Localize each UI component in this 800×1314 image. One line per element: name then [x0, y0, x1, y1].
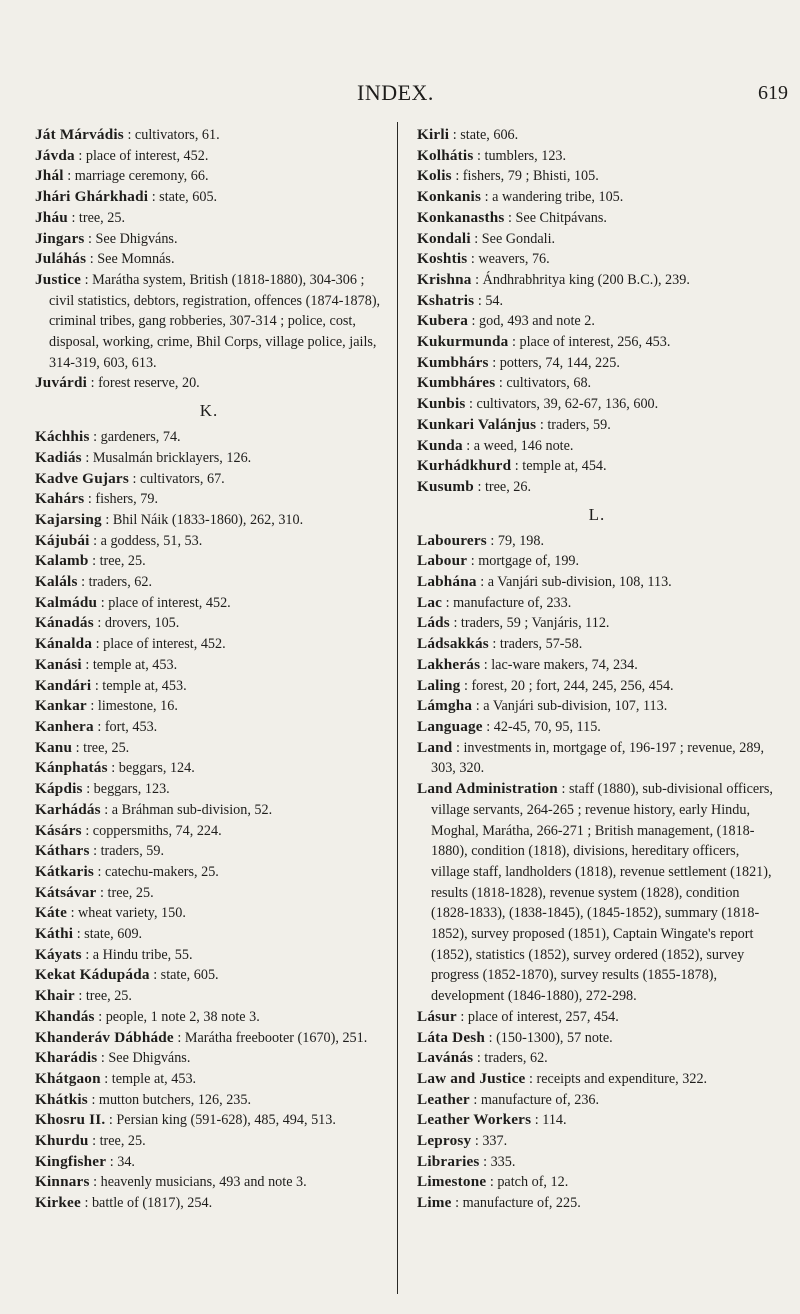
entry-text: : manufacture of, 236.	[469, 1091, 600, 1108]
index-entry	[417, 208, 777, 229]
entry-headword: Limestone	[417, 1173, 487, 1191]
index-entry	[35, 1028, 383, 1049]
entry-text: : tree, 25.	[88, 553, 146, 570]
entry-text: : See Chitpávans.	[504, 209, 607, 226]
entry-text: : mortgage of, 199.	[467, 553, 580, 570]
index-entry	[35, 1069, 383, 1090]
entry-text: : marriage ceremony, 66.	[63, 168, 209, 185]
entry-text: : Marátha system, British (1818-1880), 304-306 ; civil statistics, debtors, registration, offences (1874-1878), criminal tribes, gang robberies, 307-314 ; police, cost, disposal, working, crime, Bhil Corps, village police, jails, 314-319, 603, 613.	[49, 271, 381, 371]
entry-headword: Lámgha	[417, 697, 473, 715]
entry-text: : mutton butchers, 126, 235.	[87, 1091, 252, 1108]
index-entry	[35, 270, 383, 374]
entry-text: : 42-45, 70, 95, 115.	[482, 718, 601, 735]
entry-text: : traders, 57-58.	[488, 636, 583, 653]
index-entry	[35, 676, 383, 697]
entry-text: : a Vanjári sub-division, 107, 113.	[472, 698, 668, 715]
entry-headword: Lásur	[417, 1007, 457, 1025]
entry-text: : tree, 25.	[67, 209, 126, 226]
entry-headword: Kirli	[417, 126, 450, 143]
index-entry	[417, 332, 777, 353]
index-entry	[417, 436, 777, 457]
index-entry	[417, 1110, 777, 1131]
index-entry	[417, 1069, 777, 1090]
section-letter: L.	[588, 504, 606, 524]
entry-headword: Kurhádkhurd	[417, 457, 512, 475]
index-entry	[35, 779, 383, 800]
entry-headword: Labourers	[417, 531, 487, 549]
index-entry	[35, 551, 383, 572]
entry-text: : place of interest, 257, 454.	[456, 1008, 619, 1025]
running-head	[0, 80, 800, 110]
entry-headword: Kunkari Valánjus	[417, 415, 537, 433]
index-entry	[417, 593, 777, 614]
entry-headword: Kingfisher	[35, 1152, 107, 1170]
index-entry	[417, 655, 777, 676]
entry-text: : temple at, 453.	[91, 677, 187, 694]
entry-headword: Konkanasths	[417, 208, 505, 226]
entry-headword: Lavánás	[417, 1049, 474, 1067]
index-entry	[417, 373, 777, 394]
entry-headword: Káthi	[35, 925, 74, 943]
index-entry	[417, 1007, 777, 1028]
index-entry	[35, 1007, 383, 1028]
index-entry	[417, 125, 777, 146]
entry-headword: Kanási	[35, 655, 82, 673]
page-title: INDEX.	[357, 80, 434, 105]
entry-headword: Kirkee	[35, 1194, 81, 1212]
entry-text: : temple at, 453.	[81, 656, 178, 673]
entry-headword: Land Administration	[417, 780, 558, 798]
entry-headword: Lac	[417, 593, 443, 611]
entry-headword: Karhádás	[35, 800, 101, 818]
index-entry	[417, 187, 777, 208]
index-entry	[417, 551, 777, 572]
entry-headword: Laling	[417, 676, 461, 694]
entry-headword: Lime	[417, 1194, 452, 1212]
entry-headword: Kubera	[417, 312, 468, 330]
index-entry	[35, 510, 383, 531]
index-entry	[417, 1131, 777, 1152]
entry-text: : tree, 25.	[88, 1133, 146, 1150]
entry-text: : Ándhrabhritya king (200 B.C.), 239.	[471, 271, 690, 288]
entry-headword: Kápdis	[35, 780, 83, 798]
index-entry	[35, 572, 383, 593]
entry-headword: Justice	[35, 270, 82, 288]
entry-text: : 337.	[471, 1133, 508, 1150]
entry-text: : coppersmiths, 74, 224.	[81, 822, 222, 839]
index-entry	[417, 146, 777, 167]
index-entry	[35, 249, 383, 270]
entry-text: : potters, 74, 144, 225.	[488, 354, 620, 371]
entry-headword: Jhál	[35, 167, 64, 185]
entry-text: : 114.	[531, 1112, 567, 1129]
entry-headword: Kunda	[417, 436, 463, 454]
entry-headword: Kondali	[417, 229, 471, 247]
index-entry	[35, 187, 383, 208]
entry-text: : traders, 59.	[89, 843, 165, 860]
index-entry	[35, 634, 383, 655]
entry-text: : Marátha freebooter (1670), 251.	[173, 1029, 368, 1046]
entry-text: : place of interest, 256, 453.	[508, 334, 671, 351]
entry-text: : 79, 198.	[486, 532, 545, 549]
index-entry	[35, 1193, 383, 1214]
index-entry	[35, 1110, 383, 1131]
entry-headword: Jháu	[35, 208, 68, 226]
index-entry	[35, 883, 383, 904]
entry-text: : tree, 26.	[473, 478, 532, 495]
entry-text: : catechu-makers, 25.	[93, 863, 219, 880]
index-entry	[417, 1048, 777, 1069]
entry-text: : gardeners, 74.	[89, 429, 181, 446]
index-entry	[35, 1090, 383, 1111]
entry-text: : fishers, 79 ; Bhisti, 105.	[451, 168, 599, 185]
entry-headword: Juvárdi	[35, 374, 88, 392]
index-entry	[35, 489, 383, 510]
index-entry	[35, 427, 383, 448]
entry-headword: Kshatris	[417, 291, 475, 309]
entry-headword: Khátkis	[35, 1090, 88, 1108]
entry-headword: Leather	[417, 1090, 470, 1108]
entry-headword: Kumbháres	[417, 374, 496, 392]
entry-text: : traders, 59 ; Vanjáris, 112.	[449, 615, 610, 632]
index-entry	[35, 696, 383, 717]
entry-headword: Kunbis	[417, 395, 466, 413]
entry-headword: Libraries	[417, 1152, 480, 1170]
index-entry	[35, 1131, 383, 1152]
entry-text: : wheat variety, 150.	[67, 905, 186, 922]
index-entry	[417, 353, 777, 374]
index-entry	[35, 1172, 383, 1193]
entry-text: : temple at, 454.	[511, 458, 607, 475]
index-entry	[417, 531, 777, 552]
entry-text: : traders, 62.	[473, 1050, 548, 1067]
entry-headword: Jávda	[35, 146, 75, 164]
entry-headword: Jingars	[35, 229, 85, 247]
index-entry	[417, 572, 777, 593]
index-entry	[35, 373, 383, 394]
entry-headword: Labour	[417, 552, 468, 570]
entry-headword: Kalmádu	[35, 593, 98, 611]
entry-text: : tumblers, 123.	[473, 147, 567, 164]
index-entry	[35, 862, 383, 883]
entry-text: : Bhil Náik (1833-1860), 262, 310.	[101, 511, 304, 528]
index-entry	[35, 1152, 383, 1173]
index-entry	[417, 676, 777, 697]
entry-headword: Language	[417, 717, 483, 735]
entry-text: : See Dhigváns.	[84, 230, 178, 247]
entry-headword: Kadve Gujars	[35, 469, 129, 487]
entry-headword: Kátsávar	[35, 883, 97, 901]
entry-text: : receipts and expenditure, 322.	[525, 1070, 708, 1087]
index-entry	[417, 1028, 777, 1049]
entry-headword: Ját Márvádis	[35, 126, 124, 143]
index-entry	[35, 448, 383, 469]
column-divider	[397, 122, 398, 1294]
entry-headword: Juláhás	[35, 250, 87, 268]
entry-text: : (150-1300), 57 note.	[485, 1029, 613, 1046]
index-entry	[417, 415, 777, 436]
index-entry	[35, 613, 383, 634]
entry-headword: Kumbhárs	[417, 353, 489, 371]
entry-headword: Khátgaon	[35, 1069, 101, 1087]
entry-text: : limestone, 16.	[86, 698, 178, 715]
entry-text: : beggars, 124.	[107, 760, 195, 777]
index-column-right	[417, 125, 777, 1214]
index-entry	[417, 1152, 777, 1173]
index-entry	[417, 1193, 777, 1214]
entry-headword: Káte	[35, 904, 68, 922]
entry-text: : manufacture of, 233.	[442, 594, 572, 611]
index-entry	[35, 1048, 383, 1069]
entry-headword: Jhári Ghárkhadi	[35, 188, 149, 206]
index-entry	[417, 696, 777, 717]
entry-headword: Khair	[35, 987, 75, 1005]
entry-text: : a Bráhman sub-division, 52.	[100, 801, 273, 818]
entry-headword: Lakherás	[417, 655, 481, 673]
entry-headword: Kalamb	[35, 552, 89, 570]
entry-text: : state, 606.	[449, 127, 519, 143]
index-entry	[417, 613, 777, 634]
index-entry	[35, 531, 383, 552]
entry-headword: Kolis	[417, 167, 452, 185]
entry-headword: Kekat Kádupáda	[35, 966, 150, 984]
entry-text: : staff (1880), sub-divisional officers, village servants, 264-265 ; revenue history, early Hindu, Moghal, Marátha, 266-271 ; British management, (1818-1880), condition (1818), divisions, hereditary officers, village staff, landholders (1818), revenue settlement (1821), results (1818-1828), revenue system (1828), condition (1828-1833), (1838-1845), (1845-1852), summary (1818-1852), survey proposed (1851), Captain Wingate's report (1852), statistics (1852), survey ordered (1852), survey progress (1852-1870), survey results (1855-1878), development (1846-1880), 272-298.	[431, 781, 773, 1005]
section-letter: K.	[199, 401, 219, 421]
index-entry	[417, 229, 777, 250]
index-entry	[35, 821, 383, 842]
entry-text: : state, 609.	[73, 926, 143, 943]
entry-text: : traders, 59.	[536, 416, 611, 433]
entry-headword: Kinnars	[35, 1173, 90, 1191]
index-entry	[35, 841, 383, 862]
entry-text: : forest reserve, 20.	[87, 375, 200, 392]
entry-headword: Land	[417, 738, 453, 756]
index-entry	[417, 779, 777, 1007]
entry-text: : state, 605.	[148, 189, 218, 206]
index-entry	[417, 1172, 777, 1193]
entry-text: : weavers, 76.	[467, 251, 550, 268]
entry-text: : manufacture of, 225.	[451, 1195, 581, 1212]
entry-headword: Kahárs	[35, 490, 85, 508]
entry-text: : place of interest, 452.	[92, 636, 226, 653]
index-entry	[417, 477, 777, 498]
entry-text: : lac-ware makers, 74, 234.	[480, 656, 638, 673]
entry-text: : See Dhigváns.	[97, 1050, 191, 1067]
entry-headword: Kharádis	[35, 1049, 98, 1067]
index-entry	[35, 146, 383, 167]
entry-text: : 34.	[106, 1153, 135, 1170]
entry-text: : heavenly musicians, 493 and note 3.	[89, 1174, 307, 1191]
index-entry	[35, 903, 383, 924]
index-entry	[35, 758, 383, 779]
entry-headword: Kánalda	[35, 635, 93, 653]
entry-headword: Kánphatás	[35, 759, 108, 777]
entry-text: : cultivators, 61.	[123, 127, 220, 143]
entry-text: : cultivators, 67.	[128, 470, 225, 487]
entry-text: : 54.	[474, 292, 504, 309]
entry-headword: Konkanis	[417, 188, 482, 206]
index-entry	[35, 208, 383, 229]
entry-headword: Koshtis	[417, 250, 468, 268]
entry-text: : a Vanjári sub-division, 108, 113.	[476, 574, 672, 591]
entry-headword: Krishna	[417, 270, 472, 288]
index-entry	[417, 1090, 777, 1111]
entry-headword: Kátkaris	[35, 862, 94, 880]
entry-text: : 335.	[479, 1153, 516, 1170]
entry-text: : fishers, 79.	[84, 491, 159, 508]
entry-text: : place of interest, 452.	[97, 594, 231, 611]
entry-text: : See Momnás.	[86, 251, 175, 268]
entry-text: : place of interest, 452.	[74, 147, 209, 164]
index-entry	[417, 456, 777, 477]
entry-text: : patch of, 12.	[486, 1174, 569, 1191]
entry-text: : a weed, 146 note.	[462, 437, 574, 454]
entry-headword: Khandás	[35, 1007, 95, 1025]
index-entry	[417, 291, 777, 312]
entry-headword: Leprosy	[417, 1132, 472, 1150]
entry-text: : cultivators, 68.	[495, 375, 592, 392]
entry-headword: Kadiás	[35, 448, 82, 466]
index-entry	[35, 655, 383, 676]
index-entry	[35, 593, 383, 614]
entry-text: : temple at, 453.	[100, 1070, 197, 1087]
entry-text: : state, 605.	[149, 967, 219, 984]
entry-text: : fort, 453.	[93, 718, 158, 735]
index-entry	[417, 249, 777, 270]
index-entry	[417, 634, 777, 655]
entry-headword: Khurdu	[35, 1132, 89, 1150]
entry-text: : a goddess, 51, 53.	[89, 532, 203, 549]
index-entry	[417, 717, 777, 738]
entry-headword: Kolhátis	[417, 146, 474, 164]
index-entry	[417, 270, 777, 291]
index-entry	[35, 965, 383, 986]
entry-headword: Láta Desh	[417, 1028, 486, 1046]
entry-headword: Khanderáv Dábháde	[35, 1028, 174, 1046]
entry-headword: Labhána	[417, 573, 477, 591]
index-entry	[417, 311, 777, 332]
entry-headword: Kánadás	[35, 614, 94, 632]
entry-headword: Kaláls	[35, 573, 78, 591]
entry-headword: Khosru II.	[35, 1111, 106, 1129]
index-entry	[35, 125, 383, 146]
entry-headword: Kájubái	[35, 531, 90, 549]
entry-text: : tree, 25.	[96, 884, 154, 901]
entry-text: : See Gondali.	[470, 230, 556, 247]
entry-headword: Kajarsing	[35, 510, 102, 528]
entry-headword: Káchhis	[35, 428, 90, 446]
index-entry	[35, 469, 383, 490]
entry-text: : investments in, mortgage of, 196-197 ; revenue, 289, 303, 320.	[431, 739, 765, 777]
index-entry	[417, 738, 777, 779]
entry-text: : drovers, 105.	[93, 615, 180, 632]
entry-headword: Káthars	[35, 842, 90, 860]
entry-headword: Káyats	[35, 945, 82, 963]
entry-headword: Kandári	[35, 676, 92, 694]
index-entry	[35, 800, 383, 821]
entry-text: : tree, 25.	[72, 739, 130, 756]
entry-headword: Law and Justice	[417, 1069, 526, 1087]
index-entry	[35, 229, 383, 250]
entry-text: : Musalmán bricklayers, 126.	[81, 449, 252, 466]
entry-headword: Kásárs	[35, 821, 82, 839]
entry-text: : a wandering tribe, 105.	[481, 189, 624, 206]
entry-text: : tree, 25.	[74, 988, 132, 1005]
entry-text: : beggars, 123.	[82, 781, 170, 798]
page-number: 619	[758, 82, 788, 104]
entry-text: : traders, 62.	[77, 574, 153, 591]
index-entry	[417, 166, 777, 187]
index-column-left	[35, 125, 383, 1214]
entry-headword: Kanu	[35, 738, 73, 756]
entry-text: : people, 1 note 2, 38 note 3.	[94, 1008, 260, 1025]
index-entry	[35, 717, 383, 738]
entry-headword: Kankar	[35, 697, 87, 715]
entry-text: : a Hindu tribe, 55.	[81, 946, 193, 963]
entry-headword: Kusumb	[417, 477, 474, 495]
index-entry	[35, 738, 383, 759]
entry-text: : god, 493 and note 2.	[467, 313, 595, 330]
entry-text: : forest, 20 ; fort, 244, 245, 256, 454.	[460, 677, 674, 694]
index-entry	[35, 924, 383, 945]
index-entry	[35, 945, 383, 966]
entry-headword: Kukurmunda	[417, 333, 509, 351]
entry-headword: Láds	[417, 614, 450, 632]
index-entry	[35, 166, 383, 187]
entry-text: : battle of (1817), 254.	[80, 1195, 213, 1212]
entry-headword: Ládsakkás	[417, 635, 489, 653]
entry-text: : cultivators, 39, 62-67, 136, 600.	[465, 396, 659, 413]
index-entry	[417, 394, 777, 415]
index-entry	[35, 986, 383, 1007]
entry-text: : Persian king (591-628), 485, 494, 513.	[105, 1112, 336, 1129]
entry-headword: Leather Workers	[417, 1111, 532, 1129]
entry-headword: Kanhera	[35, 717, 94, 735]
